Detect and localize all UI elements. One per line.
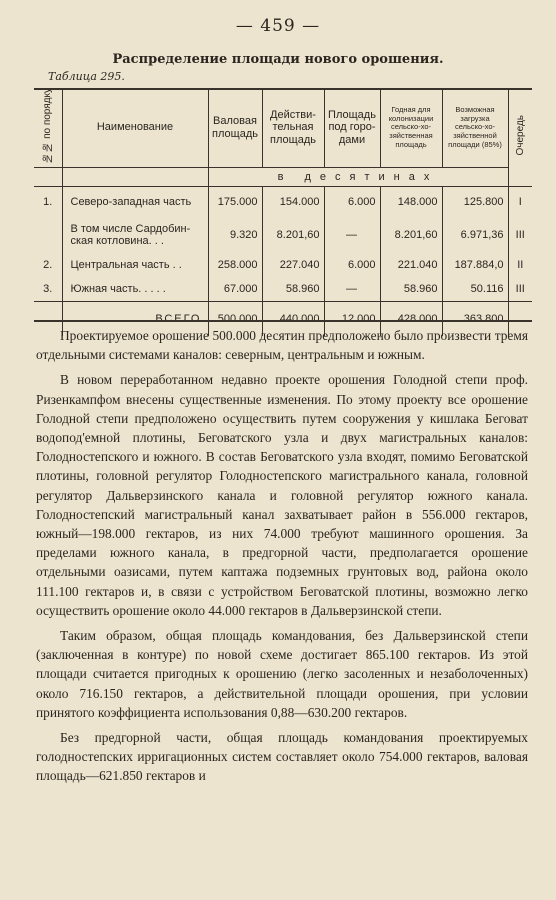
row-cities: 6.000: [324, 253, 380, 277]
table-title: Распределение площади нового орошения.: [112, 52, 444, 67]
row-name: Северо-западная часть: [62, 187, 208, 218]
row-name: В том числе Сардобин- ская котловина. . .: [62, 217, 208, 253]
row-actual: 227.040: [262, 253, 324, 277]
row-possible: 50.116: [442, 277, 508, 302]
body-text: [36, 326, 528, 792]
row-cities: 6.000: [324, 187, 380, 218]
row-gross: 258.000: [208, 253, 262, 277]
header-suitable: Годная для колонизации сельско-хо- зяйственная площадь: [380, 88, 442, 168]
row-suitable: 58.960: [380, 277, 442, 302]
paragraph: Проектируемое орошение 500.000 десятин предположено было произвести тремя отдельными системами каналов: северным, центральным и южным.: [36, 328, 528, 363]
row-index: 2.: [43, 259, 53, 272]
row-cities: —: [324, 217, 380, 253]
unit-spacer: [34, 168, 62, 187]
row-suitable: 428.000: [380, 302, 442, 337]
row-order: III: [508, 217, 532, 253]
row-name: ВСЕГО: [62, 302, 208, 337]
row-possible: 125.800: [442, 187, 508, 218]
row-order: I: [508, 187, 532, 218]
row-suitable: 8.201,60: [380, 217, 442, 253]
table-label: Таблица 295.: [48, 70, 125, 83]
paragraph: Без предгорной части, общая площадь командования проектируемых голодностепских ирригационных систем составляет около 754.000 гектаров, валовая площадь—621.850 гектаров и: [36, 730, 528, 784]
header-order: Очередь: [508, 88, 532, 187]
header-name: Наименование: [62, 88, 208, 168]
header-actual: Действи- тельная площадь: [262, 88, 324, 168]
row-actual: 440.000: [262, 302, 324, 337]
row-name: Центральная часть . .: [62, 253, 208, 277]
row-cities: —: [324, 277, 380, 302]
irrigation-area-table: [34, 88, 532, 336]
table-top-rule: [34, 88, 532, 90]
row-possible: 187.884,0: [442, 253, 508, 277]
unit-spacer: [62, 168, 208, 187]
row-actual: 154.000: [262, 187, 324, 218]
row-order: III: [508, 277, 532, 302]
row-possible: 363.800: [442, 302, 508, 337]
row-index: [34, 217, 62, 253]
row-actual: 58.960: [262, 277, 324, 302]
table-row: [34, 277, 532, 302]
row-gross: 175.000: [208, 187, 262, 218]
table-row: [34, 187, 532, 218]
row-order: II: [508, 253, 532, 277]
header-index: №№ по порядку: [34, 88, 62, 168]
paragraph: В новом переработанном недавно проекте орошения Голодной степи проф. Ризенкампфом внесены существенные изменения. По этому проекту все орошение Голодной степи предположено осуществить путем сооружения у кишлака Беговат водопод'емной плотины, Беговатского узла и двух магистральных каналов: Голодностепского и южного. В состав Беговатского узла входят, помимо Беговатской плотины, головной регулятор Голодностепского магистрального канала, головной регулятор Дальверзинского канала и головной регулятор южного канала. Голодностепский магистральный канал захватывает район в 556.000 гектаров, южный—198.000 гектаров, из них 74.000 требуют машинного орошения. За пределами южного канала, в предгорной части, предполагается орошение отдельными оазисами, путем каптажа подземных грунтовых вод, района около 111.100 гектаров и, в связи с устройством Беговатской плотины, возможно легко осуществить орошение около 44.000 гектаров в Дальверзинской степи.: [36, 372, 528, 618]
row-index: 1.: [43, 196, 53, 209]
table-bottom-rule: [34, 320, 532, 322]
unit-label: в десятинах: [208, 168, 508, 187]
row-possible: 6.971,36: [442, 217, 508, 253]
header-gross: Валовая площадь: [208, 88, 262, 168]
row-cities: 12.000: [324, 302, 380, 337]
row-index: 3.: [43, 283, 53, 296]
header-cities: Площадь под горо- дами: [324, 88, 380, 168]
row-suitable: 148.000: [380, 187, 442, 218]
row-suitable: 221.040: [380, 253, 442, 277]
table-row: [34, 217, 532, 253]
paragraph: Таким образом, общая площадь командования, без Дальверзинской степи (заключенная в контуре) по новой схеме достигает 865.100 гектаров. Из этой площади считается пригодных к орошению (легко засоленных и незаболоченных) около 716.150 гектаров, а действительной площади орошения, при условии принятого коэффициента использования 0,88—630.200 гектаров.: [36, 628, 528, 720]
row-gross: 500.000: [208, 302, 262, 337]
row-actual: 8.201,60: [262, 217, 324, 253]
row-gross: 67.000: [208, 277, 262, 302]
page-number: — 459 —: [235, 16, 321, 36]
row-name: Южная часть. . . . .: [62, 277, 208, 302]
row-gross: 9.320: [208, 217, 262, 253]
header-possible: Возможная загрузка сельско-хо- зяйственной площади (85%): [442, 88, 508, 168]
table-row: [34, 253, 532, 277]
